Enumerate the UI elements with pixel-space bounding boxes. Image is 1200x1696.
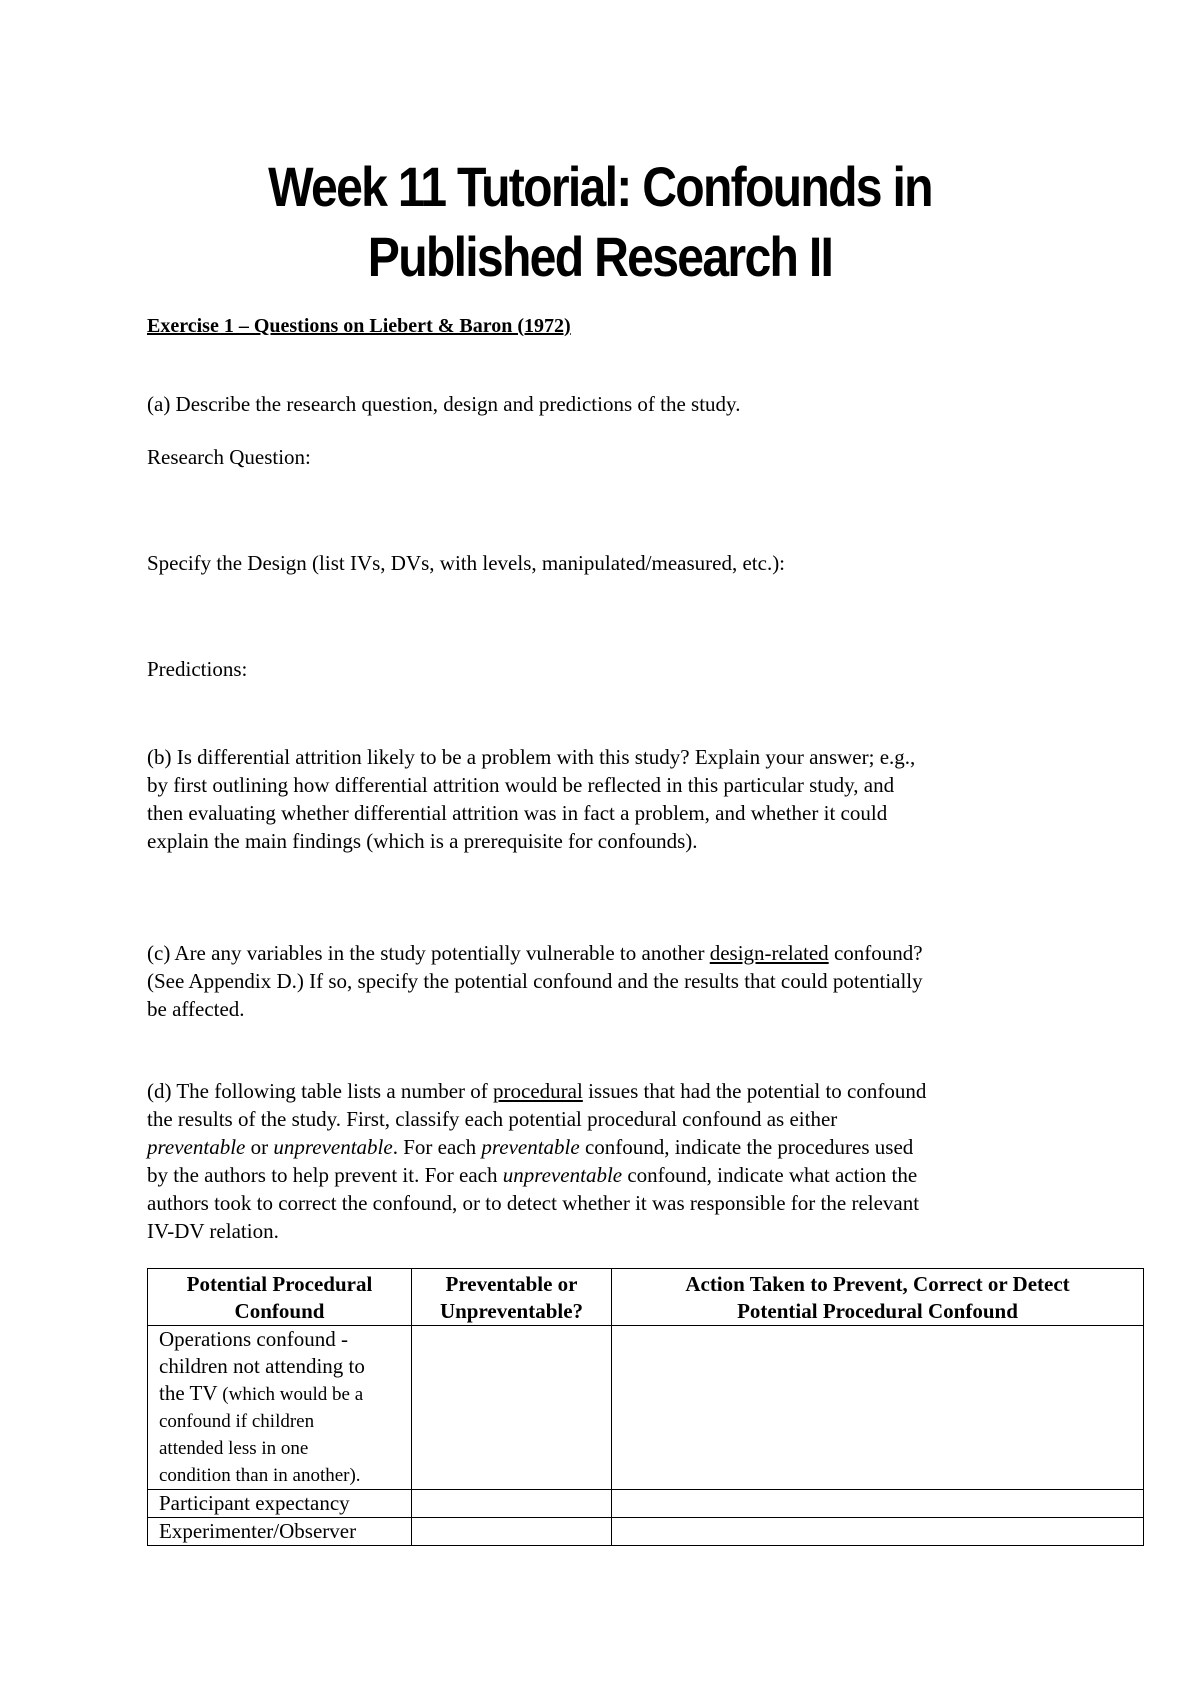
preventable-term: preventable <box>147 1135 246 1159</box>
question-d-text-end: issues that had the potential to confound <box>582 1079 927 1103</box>
table-row <box>148 1518 1144 1546</box>
question-d-line-1 <box>147 1077 926 1105</box>
confound-cell: Experimenter/Observer <box>148 1518 412 1546</box>
preventable-term: preventable <box>481 1135 580 1159</box>
question-b-line-4: explain the main findings (which is a prerequisite for confounds). <box>147 829 698 853</box>
design-related-term: design-related <box>709 941 829 965</box>
cell-text: condition than in another). <box>159 1465 361 1486</box>
question-d-text: (d) The following table lists a number of <box>147 1079 494 1103</box>
header-potential-confound <box>148 1269 412 1326</box>
cell-text: Operations confound - <box>159 1327 348 1351</box>
question-b-line-2: by first outlining how differential attrition would be reflected in this particular study, and <box>147 773 895 797</box>
page-title-line-1: Week 11 Tutorial: Confounds in <box>268 155 932 218</box>
action-answer-cell[interactable] <box>612 1518 1144 1546</box>
confound-cell <box>148 1326 412 1490</box>
text-segment: or <box>245 1135 274 1159</box>
cell-text: the TV <box>159 1381 218 1405</box>
cell-text-small: (which would be a <box>217 1384 364 1405</box>
text-segment: by the authors to help prevent it. For each <box>147 1163 503 1187</box>
header-text: Action Taken to Prevent, Correct or Detect <box>685 1272 1070 1296</box>
text-segment: confound, indicate what action the <box>622 1163 918 1187</box>
action-answer-cell[interactable] <box>612 1490 1144 1518</box>
preventable-answer-cell[interactable] <box>412 1326 612 1490</box>
question-b-line-3: then evaluating whether differential attrition was in fact a problem, and whether it could <box>147 801 888 825</box>
exercise-heading: Exercise 1 – Questions on Liebert & Baron (1972) <box>147 315 571 337</box>
question-c-text-end: confound? <box>828 941 923 965</box>
cell-text-line-3 <box>159 1380 405 1408</box>
question-c-line-1 <box>147 939 923 967</box>
unpreventable-term: unpreventable <box>502 1163 623 1187</box>
question-d-line-6: IV-DV relation. <box>147 1219 279 1243</box>
unpreventable-term: unpreventable <box>273 1135 393 1159</box>
cell-text: attended less in one <box>159 1438 309 1459</box>
research-question-label: Research Question: <box>147 445 311 469</box>
header-preventable <box>412 1269 612 1326</box>
cell-text: children not attending to <box>159 1354 365 1378</box>
question-d-line-3 <box>147 1133 913 1161</box>
header-text: Preventable or <box>445 1272 578 1296</box>
question-b-line-1: (b) Is differential attrition likely to be a problem with this study? Explain your answer; e.g., <box>147 745 916 769</box>
page-title-line-2: Published Research II <box>367 225 833 288</box>
question-c-line-3: be affected. <box>147 997 245 1021</box>
header-action-taken <box>612 1269 1144 1326</box>
table-row <box>148 1490 1144 1518</box>
question-a: (a) Describe the research question, design and predictions of the study. <box>147 392 741 416</box>
question-d-line-5: authors took to correct the confound, or to detect whether it was responsible for the relevant <box>147 1191 920 1215</box>
procedural-term: procedural <box>493 1079 583 1103</box>
question-c-line-2: (See Appendix D.) If so, specify the potential confound and the results that could potentially <box>147 969 923 993</box>
question-c-text: (c) Are any variables in the study potentially vulnerable to another <box>147 941 710 965</box>
question-d-line-4 <box>147 1161 917 1189</box>
confound-cell: Participant expectancy <box>148 1490 412 1518</box>
procedural-confound-table <box>147 1268 1144 1546</box>
text-segment: . For each <box>392 1135 482 1159</box>
header-text: Potential Procedural <box>186 1272 373 1296</box>
table-row <box>148 1326 1144 1490</box>
text-segment: confound, indicate the procedures used <box>579 1135 914 1159</box>
preventable-answer-cell[interactable] <box>412 1518 612 1546</box>
header-text: Confound <box>234 1299 325 1323</box>
predictions-label: Predictions: <box>147 657 248 681</box>
question-d-line-2: the results of the study. First, classify each potential procedural confound as either <box>147 1107 838 1131</box>
header-text: Potential Procedural Confound <box>737 1299 1018 1323</box>
cell-text: confound if children <box>159 1411 315 1432</box>
table-header-row <box>148 1269 1144 1326</box>
header-text: Unpreventable? <box>439 1299 584 1323</box>
preventable-answer-cell[interactable] <box>412 1490 612 1518</box>
design-label: Specify the Design (list IVs, DVs, with levels, manipulated/measured, etc.): <box>147 551 786 575</box>
action-answer-cell[interactable] <box>612 1326 1144 1490</box>
